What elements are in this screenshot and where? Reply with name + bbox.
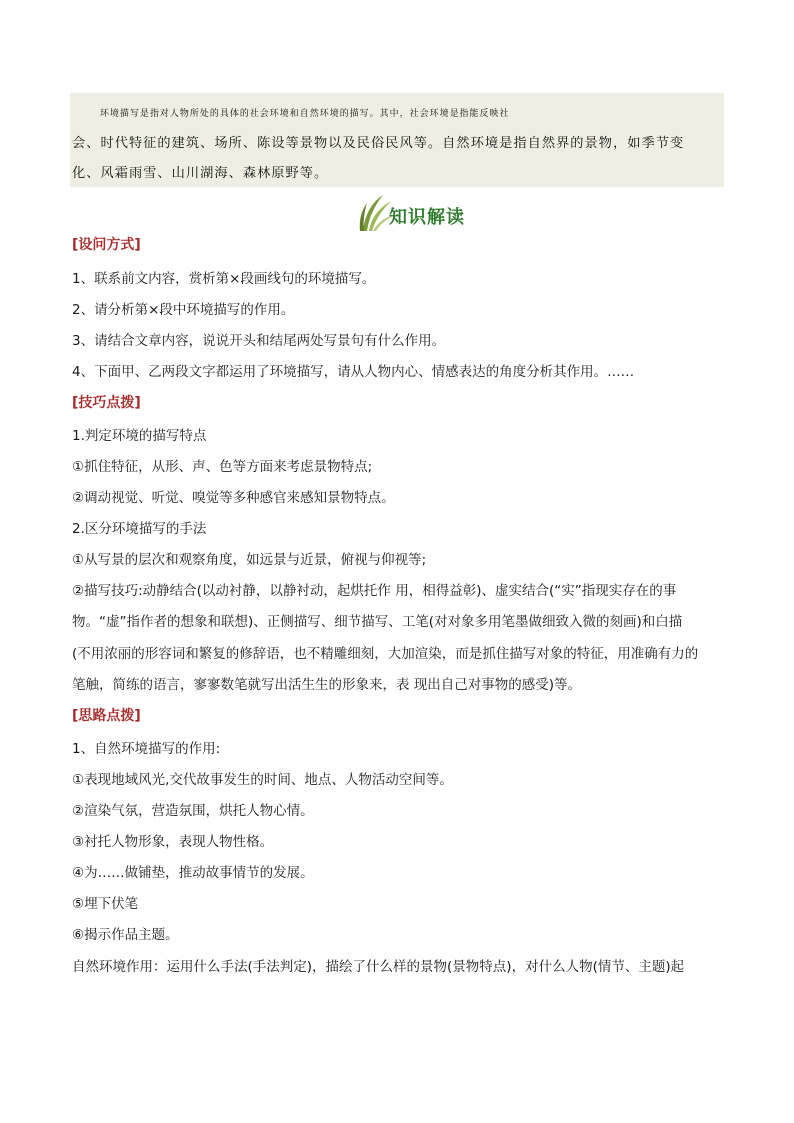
skill-line: 笔触，简练的语言，寥寥数笔就写出活生生的形象来，表 现出自己对事物的感受)等。 bbox=[72, 677, 582, 693]
skill-line: ①从写景的层次和观察角度，如远景与近景，俯视与仰视等; bbox=[72, 552, 427, 568]
skill-line: ②调动视觉、听觉、嗅觉等多种感官来感知景物特点。 bbox=[72, 490, 395, 506]
intro-line: 会、时代特征的建筑、场所、陈设等景物以及民俗民风等。自然环境是指自然界的景物，如季节变 bbox=[72, 136, 685, 151]
skill-line: 1.判定环境的描写特点 bbox=[72, 428, 207, 444]
intro-definition-box bbox=[70, 93, 724, 187]
section-label-ideas: [思路点拨] bbox=[72, 708, 141, 724]
idea-line: ④为……做铺垫，推动故事情节的发展。 bbox=[72, 865, 314, 881]
question-line: 3、请结合文章内容，说说开头和结尾两处写景句有什么作用。 bbox=[72, 333, 446, 349]
idea-line: 自然环境作用：运用什么手法(手法判定)，描绘了什么样的景物(景物特点)，对什么人物(情节、主题)起 bbox=[72, 959, 685, 975]
idea-line: ⑤埋下伏笔 bbox=[72, 896, 139, 912]
skill-line: (不用浓丽的形容词和繁复的修辞语，也不精雕细刻，大加渲染，而是抓住描写对象的特征，用准确有力的 bbox=[72, 646, 699, 662]
intro-line: 环境描写是指对人物所处的具体的社会环境和自然环境的描写。其中，社会环境是指能反映社 bbox=[100, 109, 510, 119]
idea-line: ①表现地域风光,交代故事发生的时间、地点、人物活动空间等。 bbox=[72, 772, 453, 788]
skill-line: ②描写技巧:动静结合(以动衬静，以静衬动，起烘托作 用，相得益彰)、虚实结合(“实”指现实存在的事 bbox=[72, 583, 677, 599]
question-line: 2、请分析第×段中环境描写的作用。 bbox=[72, 302, 295, 318]
question-line: 1、联系前文内容，赏析第×段画线句的环境描写。 bbox=[72, 271, 376, 287]
section-label-questions: [设问方式] bbox=[72, 237, 141, 253]
question-line: 4、下面甲、乙两段文字都运用了环境描写，请从人物内心、情感表达的角度分析其作用。…… bbox=[72, 364, 635, 380]
idea-line: ⑥揭示作品主题。 bbox=[72, 927, 179, 943]
intro-line: 化、风霜雨雪、山川湖海、森林原野等。 bbox=[72, 166, 329, 181]
skill-line: 2.区分环境描写的手法 bbox=[72, 521, 207, 537]
idea-line: 1、自然环境描写的作用: bbox=[72, 741, 221, 757]
idea-line: ②渲染气氛，营造氛围，烘托人物心情。 bbox=[72, 803, 314, 819]
heading-title: 知识解读 bbox=[389, 207, 465, 228]
skill-line: ①抓住特征，从形、声、色等方面来考虑景物特点; bbox=[72, 459, 373, 475]
idea-line: ③衬托人物形象，表现人物性格。 bbox=[72, 834, 274, 850]
skill-line: 物。“虚”指作者的想象和联想)、正侧描写、细节描写、工笔(对对象多用笔墨做细致入微的刻画)和白描 bbox=[72, 614, 683, 630]
section-label-skills: [技巧点拨] bbox=[72, 395, 141, 411]
